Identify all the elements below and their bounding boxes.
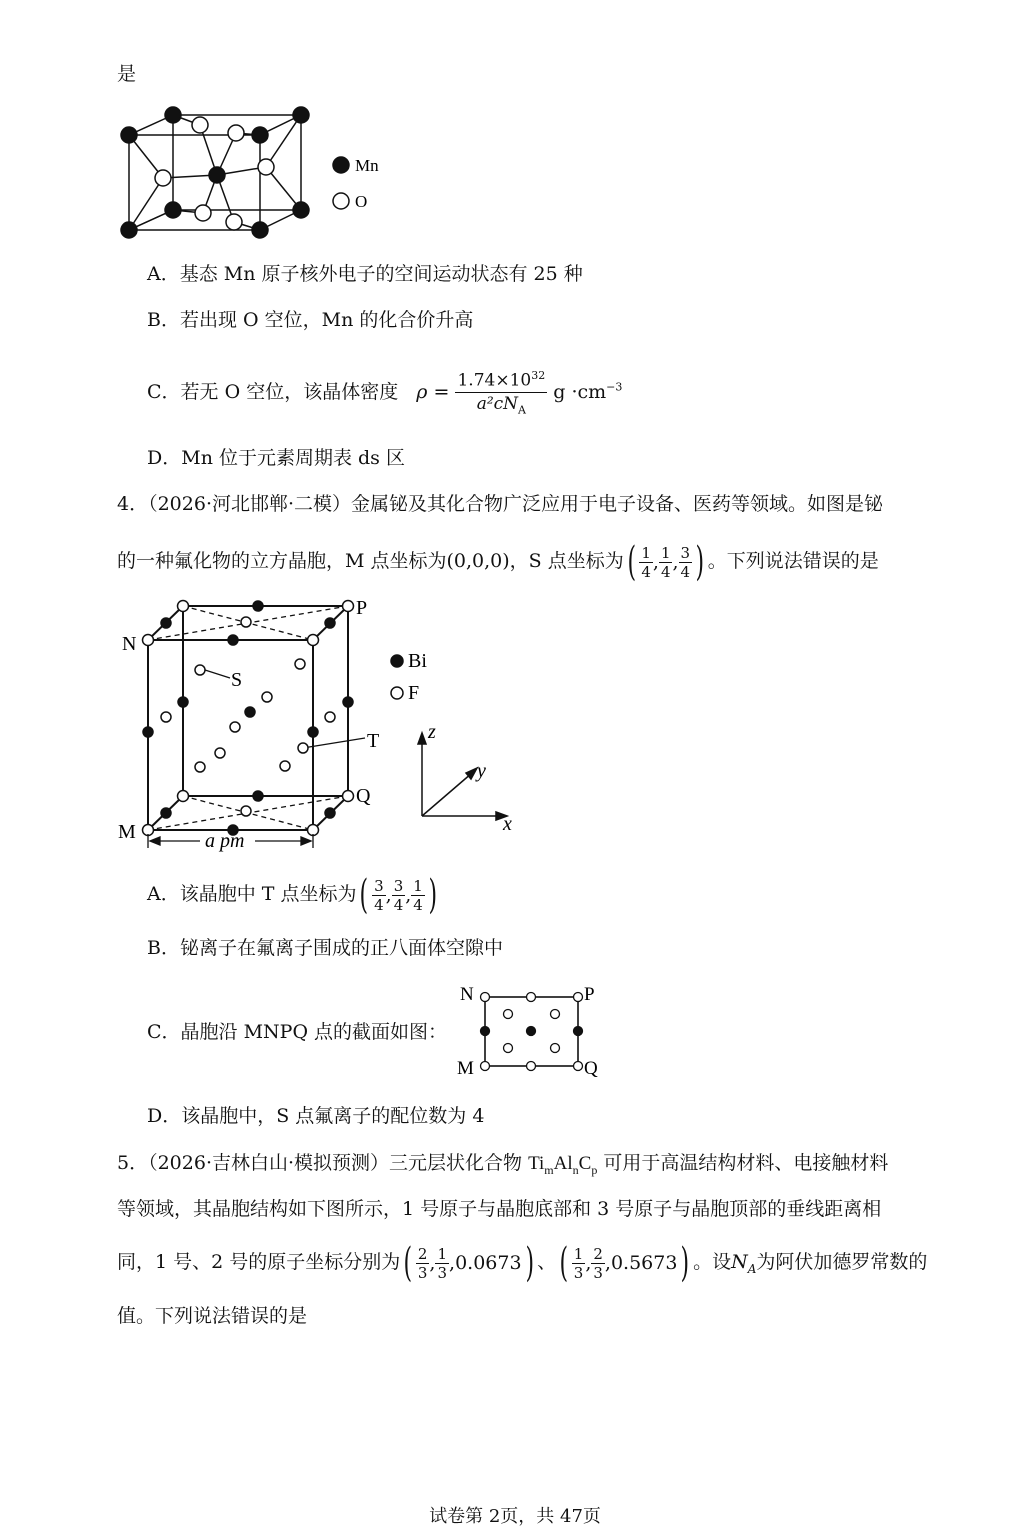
q4-option-d: D．该晶胞中，S 点氟离子的配位数为 4 xyxy=(147,1105,485,1127)
label-m: M xyxy=(118,821,136,843)
q3-option-b: B．若出现 O 空位，Mn 的化合价升高 xyxy=(147,309,474,331)
q3-option-d: D．Mn 位于元素周期表 ds 区 xyxy=(147,447,405,469)
axis-x-label: x xyxy=(503,813,512,835)
q5-line-4: 值。下列说法错误的是 xyxy=(117,1305,308,1327)
q5-line-1: 5．（2026·吉林白山·模拟预测）三元层状化合物 $Ti_mAl_nC_p$ 可用于高温结构材料、电接触材料 xyxy=(117,1152,889,1177)
q4-line-1: 4．（2026·河北邯郸·二模）金属铋及其化合物广泛应用于电子设备、医药等领域。如图是铋 xyxy=(117,493,884,515)
label-s: S xyxy=(231,669,243,691)
bif-cubic-cell-diagram xyxy=(110,590,530,860)
legend-mn-label: Mn xyxy=(355,156,379,175)
q5-line-3: 同，1 号、2 号的原子坐标分别为 ( $\frac{2}{3}$ , $\frac{1}{3}$ , 0.0673 ) 、 ( $\frac{1}{3}$ , $\frac{2}{3}$ , 0.5673 ) 。设$N_A$为阿伏加德罗常数的 xyxy=(117,1240,928,1286)
mnpq-cross-section-diagram xyxy=(455,980,615,1080)
label-a-pm: a pm xyxy=(205,830,245,852)
q5-line-2: 等领域，其晶胞结构如下图所示，1 号原子与晶胞底部和 3 号原子与晶胞顶部的垂线距离相 xyxy=(117,1198,882,1220)
q4-option-a: A．该晶胞中 T 点坐标为 ( $\frac{3}{4}$ , $\frac{3}{4}$ , $\frac{1}{4}$ ) xyxy=(147,872,437,918)
q4-option-b: B．铋离子在氟离子围成的正八面体空隙中 xyxy=(147,937,503,959)
section-label-n: N xyxy=(460,984,474,1005)
label-p: P xyxy=(356,597,368,619)
q3-option-c: C．若无 O 空位，该晶体密度 ρ = $\frac{1.74\times 10^{32}}{a^2cN_A}$ $g \cdot cm^{-3}$ xyxy=(147,365,622,421)
label-t: T xyxy=(367,730,380,752)
page-footer: 试卷第 2页，共 47页 xyxy=(429,1506,601,1527)
section-label-q: Q xyxy=(584,1058,598,1079)
label-n: N xyxy=(122,633,137,655)
section-label-p: P xyxy=(584,984,595,1005)
q4-line-2: 的一种氟化物的立方晶胞，M 点坐标为(0,0,0)，S 点坐标为 ( $\frac{1}{4}$ , $\frac{1}{4}$ , $\frac{3}{4}$ ) 。下列说法错误的是 xyxy=(117,539,879,585)
mno-crystal-diagram xyxy=(110,95,410,255)
q3-tail-text: 是 xyxy=(117,63,137,85)
legend-o-label: O xyxy=(355,192,368,211)
axis-z-label: z xyxy=(428,721,436,743)
axis-y-label: y xyxy=(477,760,486,782)
label-q: Q xyxy=(356,785,371,807)
legend-bi-label: Bi xyxy=(408,650,427,672)
section-label-m: M xyxy=(457,1058,474,1079)
legend-f-label: F xyxy=(408,682,420,704)
q4-option-c: C．晶胞沿 MNPQ 点的截面如图： xyxy=(147,1021,448,1043)
q3-option-a: A．基态 Mn 原子核外电子的空间运动状态有 25 种 xyxy=(147,263,583,285)
